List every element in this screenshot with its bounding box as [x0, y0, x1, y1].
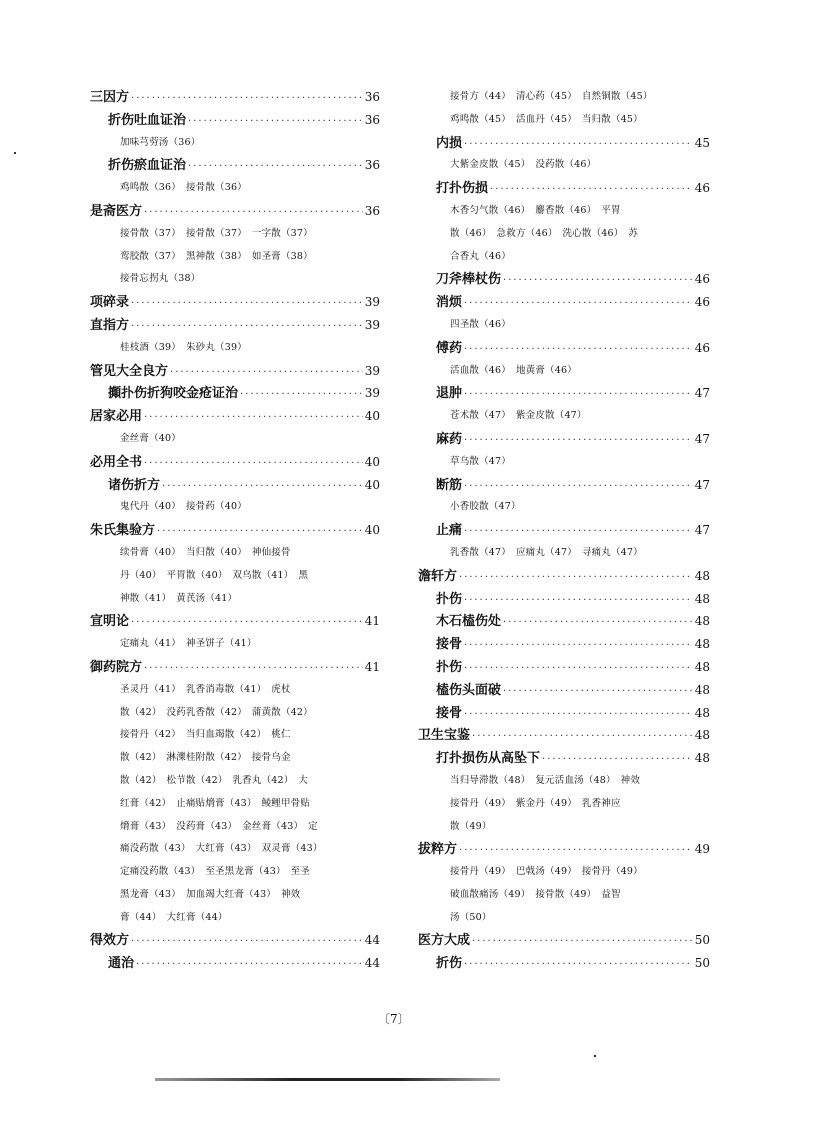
toc-entry-title: 得效方 — [90, 933, 130, 949]
leader-dots — [131, 88, 363, 111]
toc-entry-page: 48 — [694, 568, 710, 583]
toc-subentry: 合香丸（46） — [450, 250, 511, 262]
toc-subentry: 定痛丸（41） 神圣饼子（41） — [120, 638, 257, 650]
toc-subentry: 红膏（42） 止痛贴熁膏（43） 鲮鲤甲骨贴 — [120, 797, 311, 809]
toc-section-entry — [418, 337, 710, 360]
toc-entry-title: 傅药 — [436, 340, 463, 356]
toc-entry-page: 48 — [694, 614, 710, 629]
toc-section-entry — [418, 268, 710, 291]
toc-entry-page: 36 — [364, 112, 380, 127]
toc-subentry: 接骨丹（42） 当归血竭散（42） 桃仁 — [120, 729, 291, 741]
toc-subentry: 续骨膏（40） 当归散（40） 神仙接骨 — [120, 546, 291, 558]
toc-entry-title: 内损 — [436, 135, 463, 151]
toc-subentry: 接骨丹（49） 巴戟汤（49） 接骨丹（49） — [450, 866, 643, 878]
toc-section-entry — [90, 474, 380, 497]
page-number: 〔7〕 — [378, 1012, 410, 1026]
toc-entry-title: 扑伤 — [436, 591, 463, 607]
toc-entry-page: 40 — [364, 409, 380, 424]
toc-subentry: 散（42） 没药乳香散（42） 蒲黄散（42） — [120, 706, 313, 718]
toc-entry-title: 消烦 — [436, 295, 463, 311]
toc-subentry: 加味芎䓖汤（36） — [120, 136, 201, 148]
leader-dots — [464, 521, 693, 544]
toc-entry-title: 扑伤 — [436, 659, 463, 675]
toc-entry-page: 39 — [364, 363, 380, 378]
leader-dots — [131, 293, 363, 316]
toc-entry-title: 朱氏集验方 — [90, 523, 156, 539]
toc-entry-title: 拔粹方 — [418, 842, 458, 858]
toc-subentry: 丹（40） 平胃散（40） 双乌散（41） 黑 — [120, 569, 309, 581]
leader-dots — [157, 521, 363, 544]
leader-dots — [464, 590, 693, 613]
toc-subentry: 膏（44） 大红膏（44） — [120, 911, 228, 923]
toc-book-entry — [418, 724, 710, 747]
toc-book-entry — [90, 451, 380, 474]
scan-speck — [594, 1055, 596, 1057]
toc-entry-page: 39 — [364, 386, 380, 401]
toc-subentry: 接骨方（44） 清心药（45） 自然铜散（45） — [450, 91, 653, 102]
toc-entry-page: 47 — [694, 523, 710, 538]
toc-entry-title: 澹轩方 — [418, 568, 458, 584]
toc-entry-page: 41 — [364, 614, 380, 629]
toc-entry-title: 三因方 — [90, 90, 130, 105]
toc-section-entry — [418, 474, 710, 497]
toc-subentry: 鸾胶散（37） 黑神散（38） 如圣膏（38） — [120, 250, 313, 262]
leader-dots — [464, 954, 693, 977]
toc-entry-page: 45 — [694, 135, 710, 150]
toc-entry-page: 40 — [364, 454, 380, 469]
toc-subentry: 四圣散（46） — [450, 318, 511, 330]
leader-dots — [144, 202, 363, 225]
toc-book-entry — [90, 405, 380, 428]
leader-dots — [188, 156, 363, 179]
toc-section-entry — [418, 952, 710, 975]
toc-entry-title: 榼伤头面破 — [436, 682, 502, 698]
leader-dots — [503, 681, 693, 704]
toc-subentry: 散（46） 急救方（46） 洗心散（46） 苏 — [450, 227, 639, 239]
toc-entry-page: 48 — [694, 728, 710, 743]
leader-dots — [464, 658, 693, 681]
toc-entry-page: 40 — [364, 523, 380, 538]
toc-entry-page: 48 — [694, 659, 710, 674]
toc-book-entry — [90, 929, 380, 952]
leader-dots — [542, 749, 693, 772]
toc-subentry: 鸡鸣散（45） 活血丹（45） 当归散（45） — [450, 113, 643, 125]
toc-book-entry — [418, 929, 710, 952]
toc-entry-page: 46 — [694, 272, 710, 287]
leader-dots — [162, 476, 363, 499]
toc-entry-title: 通治 — [108, 956, 135, 972]
leader-dots — [131, 612, 363, 635]
toc-subentry: 活血散（46） 地黄膏（46） — [450, 364, 577, 376]
toc-subentry: 小香胶散（47） — [450, 501, 521, 513]
leader-dots — [459, 840, 693, 863]
toc-entry-title: 接骨 — [436, 637, 463, 653]
leader-dots — [131, 931, 363, 954]
toc-section-entry — [418, 588, 710, 611]
toc-entry-title: 卫生宝鉴 — [418, 728, 471, 744]
leader-dots — [464, 430, 693, 453]
toc-entry-title: 项碎录 — [90, 295, 130, 311]
toc-section-entry — [90, 382, 380, 405]
toc-subentry: 散（42） 松节散（42） 乳香丸（42） 大 — [120, 774, 309, 786]
toc-subentry: 散（42） 淋濼桂附散（42） 接骨乌金 — [120, 752, 291, 764]
toc-entry-page: 48 — [694, 751, 710, 766]
toc-subentry: 定痛没药散（43） 至圣黑龙膏（43） 至圣 — [120, 866, 311, 878]
toc-entry-page: 48 — [694, 637, 710, 652]
toc-entry-title: 打扑伤损 — [436, 181, 489, 197]
toc-section-entry — [418, 656, 710, 679]
toc-subentry: 接骨散（37） 接骨散（37） 一字散（37） — [120, 227, 313, 239]
toc-entry-title: 刀斧棒杖伤 — [436, 272, 502, 288]
scan-speck — [14, 152, 16, 154]
toc-entry-page: 50 — [694, 956, 710, 971]
toc-entry-title: 打扑损伤从高坠下 — [436, 751, 541, 767]
toc-entry-page: 48 — [694, 682, 710, 697]
toc-entry-title: 接骨 — [436, 705, 463, 721]
toc-book-entry — [90, 610, 380, 633]
toc-entry-page: 36 — [364, 90, 380, 104]
leader-dots — [464, 476, 693, 499]
toc-book-entry — [418, 565, 710, 588]
bottom-rule — [155, 1078, 500, 1081]
toc-entry-page: 47 — [694, 431, 710, 446]
toc-subentry: 金丝膏（40） — [120, 432, 181, 444]
toc-entry-title: 攧扑伤折狗咬金疮证治 — [108, 386, 239, 402]
toc-subentry: 乳香散（47） 应痛丸（47） 寻痛丸（47） — [450, 546, 643, 558]
leader-dots — [464, 339, 693, 362]
leader-dots — [170, 362, 363, 385]
toc-subentry: 熁膏（43） 没药膏（43） 金丝膏（43） 定 — [120, 820, 318, 832]
toc-subentry: 大紫金皮散（45） 没药散（46） — [450, 159, 597, 171]
leader-dots — [503, 612, 693, 635]
toc-entry-page: 41 — [364, 659, 380, 674]
toc-entry-page: 46 — [694, 340, 710, 355]
toc-subentry: 接骨丹（49） 紫金丹（49） 乳香神应 — [450, 797, 621, 809]
toc-entry-page: 46 — [694, 295, 710, 310]
toc-entry-title: 宣明论 — [90, 614, 130, 630]
toc-entry-page: 39 — [364, 295, 380, 310]
leader-dots — [472, 726, 693, 749]
toc-subentry: 鸡鸣散（36） 接骨散（36） — [120, 182, 247, 194]
leader-dots — [188, 111, 363, 134]
toc-entry-title: 是斋医方 — [90, 203, 143, 219]
toc-entry-page: 44 — [364, 956, 380, 971]
leader-dots — [144, 407, 363, 430]
toc-entry-page: 36 — [364, 158, 380, 173]
toc-book-entry — [418, 838, 710, 861]
toc-subentry: 草乌散（47） — [450, 455, 511, 467]
leader-dots — [131, 316, 363, 339]
toc-left-column — [90, 86, 380, 975]
toc-right-column — [418, 86, 710, 975]
leader-dots — [144, 658, 363, 681]
toc-subentry: 苍术散（47） 紫金皮散（47） — [450, 410, 587, 422]
toc-entry-page: 50 — [694, 933, 710, 948]
toc-subentry: 汤（50） — [450, 911, 492, 923]
toc-section-entry — [90, 952, 380, 975]
toc-section-entry — [418, 702, 710, 725]
toc-entry-title: 管见大全良方 — [90, 363, 169, 379]
toc-book-entry — [90, 200, 380, 223]
leader-dots — [464, 134, 693, 157]
toc-subentry: 破血散痛汤（49） 接骨散（49） 益智 — [450, 888, 621, 900]
leader-dots — [136, 954, 363, 977]
leader-dots — [144, 453, 363, 476]
leader-dots — [464, 293, 693, 316]
toc-book-entry — [90, 314, 380, 337]
toc-entry-title: 折伤吐血证治 — [108, 112, 187, 128]
toc-subentry: 圣灵丹（41） 乳香消毒散（41） 虎杖 — [120, 683, 291, 695]
toc-entry-title: 麻药 — [436, 431, 463, 447]
toc-entry-title: 居家必用 — [90, 409, 143, 425]
toc-subentry: 痛没药散（43） 大红膏（43） 双灵膏（43） — [120, 843, 323, 855]
toc-entry-title: 御药院方 — [90, 659, 143, 675]
toc-entry-page: 47 — [694, 386, 710, 401]
toc-subentry: 神散（41） 黄芪汤（41） — [120, 592, 238, 604]
toc-subentry: 桂枝酒（39） 朱砂丸（39） — [120, 341, 247, 353]
leader-dots — [240, 384, 363, 407]
toc-entry-title: 折伤 — [436, 956, 463, 972]
toc-entry-title: 退肿 — [436, 386, 463, 402]
leader-dots — [472, 931, 693, 954]
toc-book-entry — [90, 656, 380, 679]
toc-subentry: 鬼代丹（40） 接骨药（40） — [120, 501, 247, 513]
toc-section-entry — [418, 679, 710, 702]
toc-entry-page: 48 — [694, 591, 710, 606]
toc-entry-title: 诸伤折方 — [108, 477, 161, 493]
leader-dots — [464, 635, 693, 658]
toc-section-entry — [418, 428, 710, 451]
toc-entry-title: 医方大成 — [418, 933, 471, 949]
leader-dots — [503, 270, 693, 293]
toc-book-entry — [90, 291, 380, 314]
toc-entry-page: 44 — [364, 933, 380, 948]
toc-entry-title: 断筋 — [436, 477, 463, 493]
toc-subentry: 黑龙膏（43） 加血竭大红膏（43） 神效 — [120, 888, 301, 900]
toc-entry-title: 木石榼伤处 — [436, 614, 502, 630]
toc-entry-title: 必用全书 — [90, 454, 143, 470]
leader-dots — [459, 567, 693, 590]
toc-entry-title: 止痛 — [436, 523, 463, 539]
toc-section-entry — [418, 610, 710, 633]
toc-section-entry — [90, 154, 380, 177]
toc-subentry: 接骨忘拐丸（38） — [120, 273, 201, 285]
toc-section-entry — [418, 177, 710, 200]
toc-entry-page: 40 — [364, 477, 380, 492]
toc-section-entry — [418, 519, 710, 542]
leader-dots — [464, 704, 693, 727]
toc-section-entry — [418, 747, 710, 770]
toc-subentry: 木香匀气散（46） 麝香散（46） 平胃 — [450, 204, 621, 216]
toc-section-entry — [418, 132, 710, 155]
toc-entry-page: 48 — [694, 705, 710, 720]
leader-dots — [490, 179, 693, 202]
toc-entry-title: 折伤瘀血证治 — [108, 158, 187, 174]
toc-subentry: 散（49） — [450, 820, 492, 832]
toc-entry-title: 直指方 — [90, 317, 130, 333]
toc-book-entry — [90, 86, 380, 109]
leader-dots — [464, 384, 693, 407]
toc-entry-page: 39 — [364, 317, 380, 332]
toc-entry-page: 47 — [694, 477, 710, 492]
toc-entry-page: 46 — [694, 181, 710, 196]
toc-entry-page: 36 — [364, 203, 380, 218]
toc-entry-page: 49 — [694, 842, 710, 857]
toc-section-entry — [418, 382, 710, 405]
toc-section-entry — [90, 109, 380, 132]
toc-book-entry — [90, 360, 380, 383]
toc-subentry: 当归导滞散（48） 复元活血汤（48） 神效 — [450, 774, 641, 786]
toc-section-entry — [418, 633, 710, 656]
toc-book-entry — [90, 519, 380, 542]
toc-section-entry — [418, 291, 710, 314]
